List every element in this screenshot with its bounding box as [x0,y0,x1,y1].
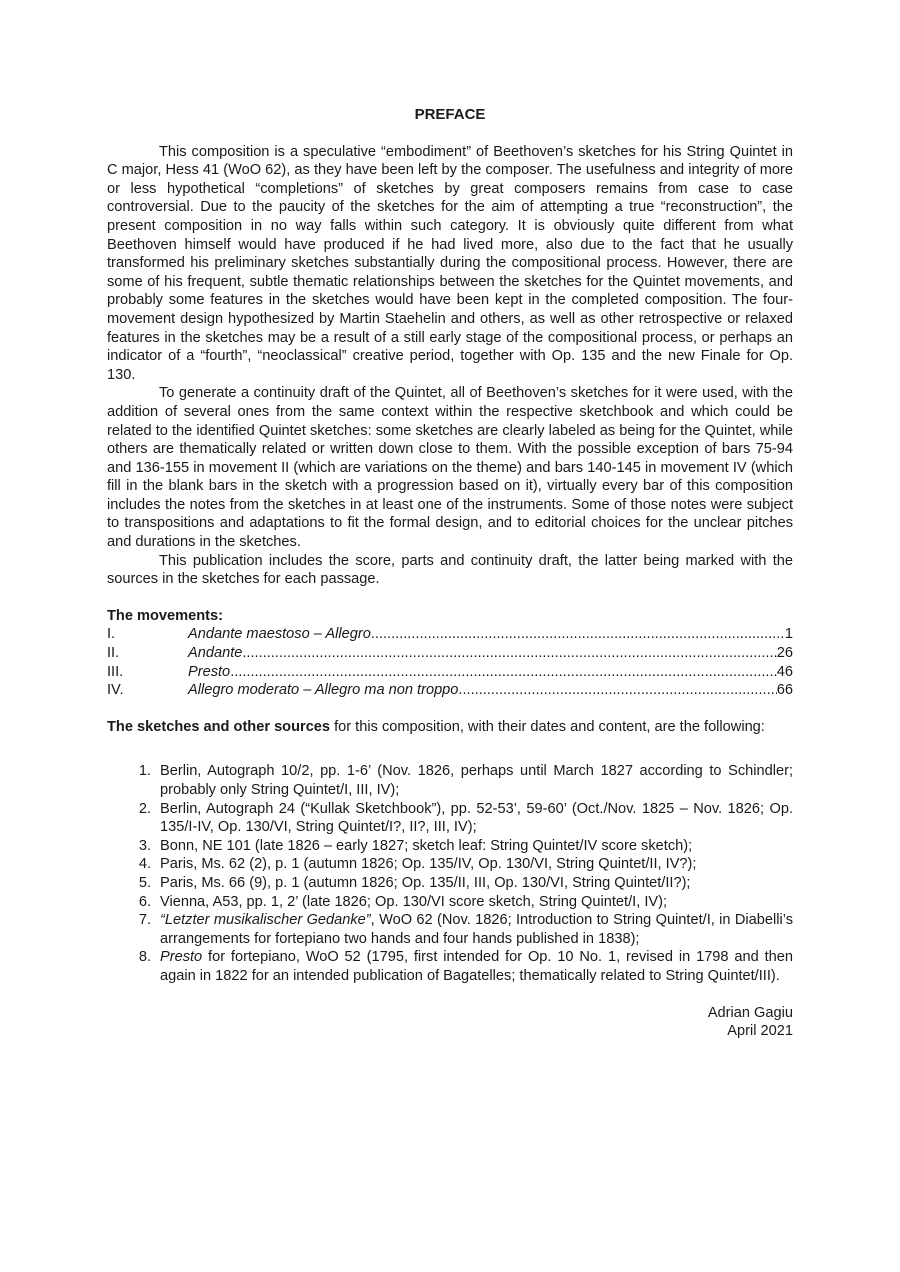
preface-page [107,100,793,1041]
dot-leader [230,663,777,682]
source-body: Berlin, Autograph 10/2, pp. 1-6’ (Nov. 1826, perhaps until March 1827 according to Schindler; probably only String Quintet/I, III, IV); [160,763,793,798]
sources-intro-text: for this composition, with their dates and content, are the following: [330,718,765,735]
paragraph-publication: This publication includes the score, parts and continuity draft, the latter being marked with the sources in the sketches for each passage. [107,552,793,588]
source-text [160,800,793,837]
source-item [107,762,793,799]
source-text [160,874,793,893]
movement-title: Allegro moderato – Allegro ma non troppo [188,682,459,699]
movement-page: 46 [776,663,793,680]
source-italic: Presto [160,949,203,966]
source-body: Berlin, Autograph 24 (“Kullak Sketchbook”), pp. 52-53’, 59-60’ (Oct./Nov. 1825 – Nov. 1826; Op. 135/I-IV, Op. 130/VI, String Quintet/I?, II?, III, IV); [160,800,793,836]
movement-page: 66 [776,682,793,699]
source-text [160,911,793,948]
source-number: 6. [138,893,151,910]
source-item [107,855,793,874]
movement-number: I. [107,626,116,643]
source-text [160,837,793,856]
sources-lead: The sketches and other sources [107,718,331,735]
source-body: Vienna, A53, pp. 1, 2’ (late 1826; Op. 130/VI score sketch, String Quintet/I, IV); [160,893,668,910]
source-number: 7. [138,912,151,929]
dot-leader [458,681,776,700]
source-body: Paris, Ms. 66 (9), p. 1 (autumn 1826; Op. 135/II, III, Op. 130/VI, String Quintet/II?); [160,874,691,891]
source-number: 3. [138,837,151,854]
source-item [107,800,793,837]
sources-list [107,762,793,985]
paragraph-continuity-draft: To generate a continuity draft of the Quintet, all of Beethoven’s sketches for it were used, with the addition of several ones from the same context within the respective sketchbook and which could be related to the identified Quintet sketches: some sketches are clearly labeled as being for the Quintet, while others are thematically related or written down close to them. With the possible exception of bars 75-94 and 136-155 in movement II (which are variations on the theme) and bars 140-145 in movement IV (which fill in the blank bars in the sketch with a progression based on it), virtually every bar of this composition includes the notes from the sketches in at least one of the instruments. Some of those notes were subject to transpositions and adaptations to fit the formal design, and to editorial choices for the unclear pitches and durations in the sketches. [107,385,793,551]
paragraph-intro: This composition is a speculative “embodiment” of Beethoven’s sketches for his String Quintet in C major, Hess 41 (WoO 62), as they have been left by the composer. The usefulness and integrity of more or less hypothetical “completions” of sketches by great composers remains from case to case controversial. Due to the paucity of the sketches for the aim of attempting a true “reconstruction”, the present composition in no way falls within such category. It is obviously quite different from what Beethoven himself would have produced if he had lived more, also due to the fact that he usually transformed his preliminary sketches substantially during the compositional process. However, there are some of his frequent, subtle thematic relationships between the sketches for the Quintet movements, and probably some features in the sketches would have been kept in the completed composition. The four-movement design hypothesized by Martin Staehelin and others, as well as other retrospective or relaxed features in the sketches may be a result of a still early stage of the compositional process, or perhaps an indicator of a “fourth”, “neoclassical” creative period, together with Op. 135 and the new Finale for Op. 130. [107,143,793,383]
signature-date: April 2021 [727,1023,793,1040]
movement-item [107,644,793,663]
source-item [107,893,793,912]
source-body: , WoO 62 (Nov. 1826; Introduction to String Quintet/I, in Diabelli’s arrangements for fortepiano two hands and four hands published in 1838); [160,912,793,947]
movement-number: III. [107,663,124,680]
movement-item [107,625,793,644]
source-text [160,893,793,912]
sources-intro [107,718,793,737]
source-text [160,948,793,985]
movement-page: 1 [784,626,793,643]
dot-leader [371,625,785,644]
movement-number: IV. [107,682,124,699]
movement-title: Andante maestoso – Allegro [188,626,371,643]
source-body: Paris, Ms. 62 (2), p. 1 (autumn 1826; Op. 135/IV, Op. 130/VI, String Quintet/II, IV?); [160,856,697,873]
movement-title: Andante [188,645,243,662]
movement-page: 26 [776,645,793,662]
source-number: 2. [138,800,151,817]
source-item [107,837,793,856]
page-title: PREFACE [414,106,486,123]
source-text [160,855,793,874]
movement-number: II. [107,645,120,662]
source-italic: “Letzter musikalischer Gedanke” [160,912,371,929]
movement-item [107,663,793,682]
signature [107,1004,793,1041]
movements-list [107,625,793,699]
source-number: 4. [138,856,151,873]
source-body: for fortepiano, WoO 52 (1795, first intended for Op. 10 No. 1, revised in 1798 and then again in 1822 for an intended publication of Bagatelles; thematically related to String Quintet/III). [160,949,793,984]
source-number: 1. [138,763,151,780]
source-body: Bonn, NE 101 (late 1826 – early 1827; sketch leaf: String Quintet/IV score sketch); [160,837,693,854]
source-number: 8. [138,949,151,966]
source-item [107,948,793,985]
movement-title: Presto [188,663,231,680]
source-item [107,911,793,948]
source-item [107,874,793,893]
author-name: Adrian Gagiu [707,1004,793,1021]
movement-item [107,681,793,700]
dot-leader [242,644,776,663]
movements-heading: The movements: [107,607,223,624]
source-number: 5. [138,874,151,891]
source-text [160,762,793,799]
